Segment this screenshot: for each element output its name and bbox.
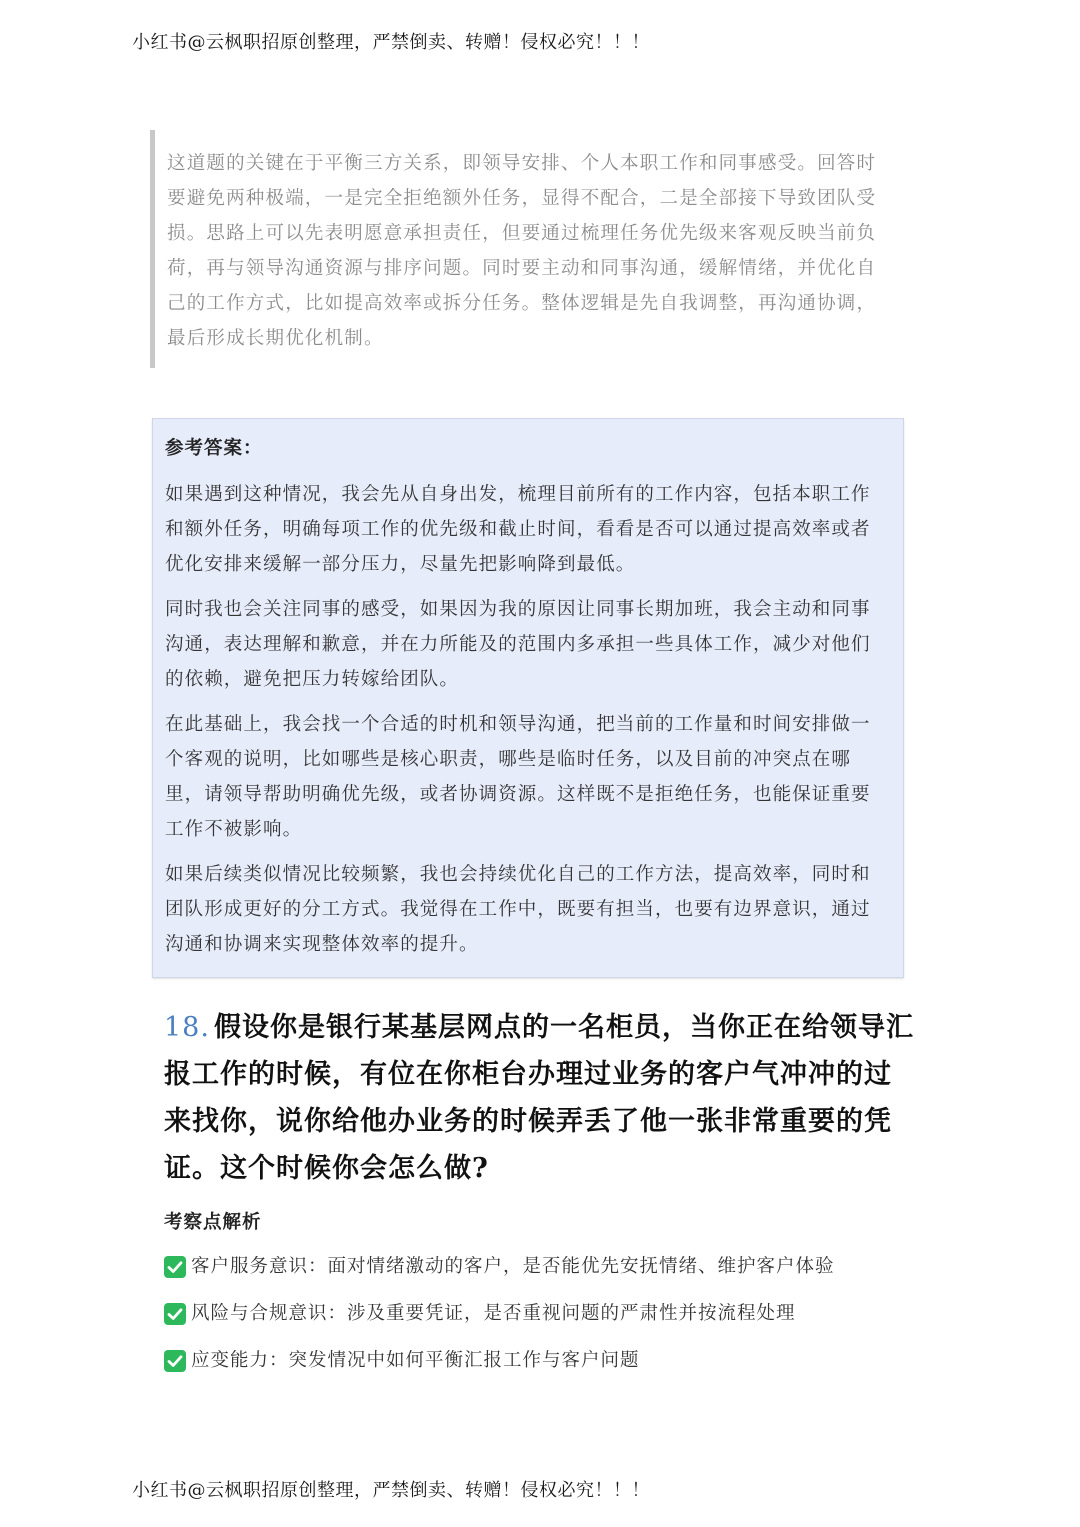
answer-title: 参考答案： [165,438,263,459]
analysis-text: 这道题的关键在于平衡三方关系，即领导安排、个人本职工作和同事感受。回答时要避免两种极端，一是完全拒绝额外任务，显得不配合，二是全部接下导致团队受损。思路上可以先表明愿意承担责任，但要通过梳理任务优先级来客观反映当前负荷，再与领导沟通资源与排序问题。同时要主动和同事沟通，缓解情绪，并优化自己的工作方式，比如提高效率或拆分任务。整体逻辑是先自我调整，再沟通协调，最后形成长期优化机制。 [167,153,877,349]
watermark-top: 小红书@云枫职招原创整理，严禁倒卖、转赠！侵权必究！！！ [132,32,650,53]
reference-answer-box [152,418,904,978]
key-point-item [164,1346,835,1393]
check-mark-icon [164,1303,186,1325]
answer-paragraph: 同时我也会关注同事的感受，如果因为我的原因让同事长期加班，我会主动和同事沟通，表达理解和歉意，并在力所能及的范围内多承担一些具体工作，减少对他们的依赖，避免把压力转嫁给团队。 [165,599,871,690]
question-text: 假设你是银行某基层网点的一名柜员，当你正在给领导汇报工作的时候，有位在你柜台办理过业务的客户气冲冲的过来找你，说你给他办业务的时候弄丢了他一张非常重要的凭证。这个时候你会怎么做? [164,1012,914,1184]
key-point-item [164,1252,835,1299]
watermark-bottom: 小红书@云枫职招原创整理，严禁倒卖、转赠！侵权必究！！！ [132,1480,650,1501]
key-points-list [164,1252,835,1393]
key-point-text: 应变能力：突发情况中如何平衡汇报工作与客户问题 [191,1350,640,1371]
question-heading [164,1004,914,1192]
key-point-text: 客户服务意识：面对情绪激动的客户，是否能优先安抚情绪、维护客户体验 [191,1256,835,1277]
key-point-item [164,1299,835,1346]
analysis-blockquote [150,130,890,368]
answer-paragraph: 如果后续类似情况比较频繁，我也会持续优化自己的工作方法，提高效率，同时和团队形成更好的分工方式。我觉得在工作中，既要有担当，也要有边界意识，通过沟通和协调来实现整体效率的提升。 [165,864,871,955]
answer-paragraph: 如果遇到这种情况，我会先从自身出发，梳理目前所有的工作内容，包括本职工作和额外任务，明确每项工作的优先级和截止时间，看看是否可以通过提高效率或者优化安排来缓解一部分压力，尽量先把影响降到最低。 [165,484,871,575]
check-mark-icon [164,1350,186,1372]
answer-paragraph: 在此基础上，我会找一个合适的时机和领导沟通，把当前的工作量和时间安排做一个客观的说明，比如哪些是核心职责，哪些是临时任务，以及目前的冲突点在哪里，请领导帮助明确优先级，或者协调资源。这样既不是拒绝任务，也能保证重要工作不被影响。 [165,714,871,840]
question-number: 18. [164,1012,210,1043]
check-mark-icon [164,1256,186,1278]
key-points-title: 考察点解析 [164,1212,262,1233]
key-point-text: 风险与合规意识：涉及重要凭证，是否重视问题的严肃性并按流程处理 [191,1303,796,1324]
